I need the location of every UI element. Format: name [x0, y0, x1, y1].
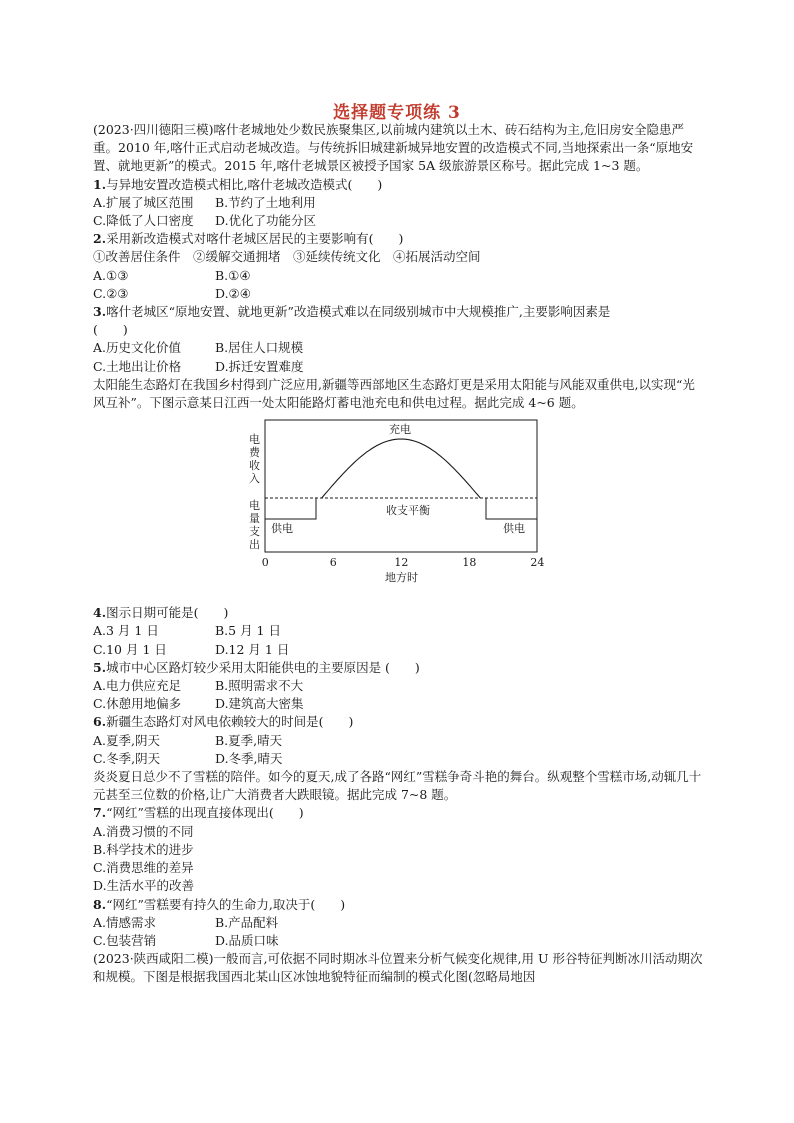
x-axis-label: 地方时 — [385, 571, 418, 585]
option-b[interactable]: B.节约了土地利用 — [215, 194, 316, 210]
option-b[interactable]: B.照明需求不大 — [215, 678, 304, 694]
passage-4: (2023·陕西咸阳二模)一般而言,可依据不同时期冰斗位置来分析气候变化规律,用 U 形谷特征判断冰川活动期次和规模。下图是根据我国西北某山区冰蚀地貌特征而编制的模式化图(忽略局地因 — [93, 951, 703, 985]
supply-left-step — [265, 498, 316, 519]
option-d[interactable]: D.优化了功能分区 — [215, 213, 317, 229]
option-d[interactable]: D.品质口味 — [215, 932, 279, 948]
page-title: 选择题专项练 3 — [333, 103, 461, 123]
charge-curve — [322, 439, 481, 498]
y-upper-label-4: 入 — [249, 472, 260, 486]
passage-1: (2023·四川德阳三模)喀什老城地处少数民族聚集区,以前城内建筑以土木、砖石结构为主,危旧房安全隐患严重。2010 年,喀什正式启动老城改造。与传统拆旧城建新城异地安置的改造模式不同,当地探索出一条“原地安置、就地更新”的模式。2015 年,喀什老城景区被授予国家 5A 级旅游景区称号。据此完成 1~3 题。 — [93, 122, 694, 174]
options-row — [93, 914, 703, 932]
y-lower-label-1: 电 — [249, 499, 260, 513]
solar-charge-chart — [93, 415, 703, 601]
question-stem-continued: ( ) — [93, 322, 128, 338]
option-a[interactable]: A.扩展了城区范围 — [93, 194, 194, 210]
question-number: 5. — [93, 659, 107, 675]
option-d[interactable]: D.生活水平的改善 — [93, 878, 195, 894]
question-stem: 图示日期可能是( ) — [106, 605, 229, 621]
y-lower-label-4: 出 — [249, 538, 260, 552]
chart-svg — [243, 415, 543, 601]
passage-2: 太阳能生态路灯在我国乡村得到广泛应用,新疆等西部地区生态路灯更是采用太阳能与风能双重供电,以实现“光风互补”。下图示意某日江西一处太阳能路灯蓄电池充电和供电过程。据此完成 4~6 题。 — [93, 376, 695, 411]
options-row — [93, 194, 703, 212]
question-4 — [93, 604, 703, 622]
options-row — [93, 732, 703, 750]
option-d[interactable]: D.②④ — [215, 285, 251, 301]
option-b[interactable]: B.5 月 1 日 — [215, 623, 281, 639]
question-stem: 城市中心区路灯较少采用太阳能供电的主要原因是 ( ) — [106, 659, 420, 675]
plot-frame — [265, 420, 537, 552]
options-row — [93, 285, 703, 303]
y-upper-label-3: 收 — [249, 459, 260, 473]
option-c[interactable]: C.土地出让价格 — [93, 358, 182, 374]
x-tick-label: 6 — [329, 556, 337, 570]
option-a[interactable]: A.历史文化价值 — [93, 340, 182, 356]
option-c[interactable]: C.冬季,阴天 — [93, 750, 161, 766]
question-1 — [93, 176, 703, 194]
option-d[interactable]: D.建筑高大密集 — [215, 696, 304, 712]
x-tick-label: 12 — [394, 556, 409, 570]
label-charge: 充电 — [389, 423, 411, 437]
option-b[interactable]: B.科学技术的进步 — [93, 841, 194, 857]
question-content — [93, 121, 703, 987]
option-a[interactable]: A.3 月 1 日 — [93, 623, 159, 639]
x-tick-label: 0 — [261, 556, 269, 570]
question-6 — [93, 713, 703, 731]
question-number: 7. — [93, 805, 107, 821]
options-row — [93, 932, 703, 950]
question-stem: 喀什老城区“原地安置、就地更新”改造模式难以在同级别城市中大规模推广,主要影响因素是 — [106, 304, 611, 320]
question-number: 8. — [93, 896, 107, 912]
label-balance: 收支平衡 — [386, 504, 430, 518]
option-d[interactable]: D.12 月 1 日 — [215, 641, 290, 657]
option-c[interactable]: C.降低了人口密度 — [93, 213, 194, 229]
question-8 — [93, 896, 703, 914]
option-a[interactable]: A.电力供应充足 — [93, 678, 182, 694]
y-lower-label-2: 量 — [249, 512, 260, 526]
options-row — [93, 641, 703, 659]
option-a[interactable]: A.情感需求 — [93, 914, 157, 930]
option-c[interactable]: C.②③ — [93, 285, 129, 301]
question-3 — [93, 303, 703, 321]
option-b[interactable]: B.①④ — [215, 267, 251, 283]
option-c[interactable]: C.休憩用地偏多 — [93, 696, 182, 712]
question-number: 6. — [93, 714, 107, 730]
options-row — [93, 622, 703, 640]
options-row — [93, 212, 703, 230]
question-number: 1. — [93, 176, 107, 192]
question-items: ①改善居住条件 ②缓解交通拥堵 ③延续传统文化 ④拓展活动空间 — [93, 249, 481, 265]
option-c[interactable]: C.10 月 1 日 — [93, 641, 167, 657]
question-number: 4. — [93, 605, 107, 621]
option-c[interactable]: C.消费思维的差异 — [93, 860, 194, 876]
question-number: 3. — [93, 304, 107, 320]
question-stem: 新疆生态路灯对风电依赖较大的时间是( ) — [106, 714, 354, 730]
y-upper-label-1: 电 — [249, 433, 260, 447]
option-b[interactable]: B.产品配料 — [215, 914, 279, 930]
question-5 — [93, 659, 703, 677]
option-a[interactable]: A.消费习惯的不同 — [93, 823, 194, 839]
options-row — [93, 695, 703, 713]
question-2 — [93, 230, 703, 248]
options-row — [93, 358, 703, 376]
question-stem: “网红”雪糕的出现直接体现出( ) — [106, 805, 304, 821]
x-tick-label: 18 — [462, 556, 477, 570]
options-row — [93, 267, 703, 285]
option-c[interactable]: C.包装营销 — [93, 932, 157, 948]
option-a[interactable]: A.夏季,阴天 — [93, 732, 160, 748]
supply-right-step — [486, 498, 537, 519]
option-d[interactable]: D.冬季,晴天 — [215, 750, 283, 766]
options-row — [93, 339, 703, 357]
question-7 — [93, 804, 703, 822]
option-a[interactable]: A.①③ — [93, 267, 129, 283]
x-tick-label: 24 — [530, 556, 545, 570]
options-row — [93, 677, 703, 695]
option-b[interactable]: B.夏季,晴天 — [215, 732, 283, 748]
y-lower-label-3: 支 — [249, 525, 260, 539]
options-row — [93, 750, 703, 768]
option-d[interactable]: D.拆迁安置难度 — [215, 358, 304, 374]
question-stem: 采用新改造模式对喀什老城区居民的主要影响有( ) — [106, 231, 404, 247]
passage-3: 炎炎夏日总少不了雪糕的陪伴。如今的夏天,成了各路“网红”雪糕争奇斗艳的舞台。纵观整个雪糕市场,动辄几十元甚至三位数的价格,让广大消费者大跌眼镜。据此完成 7~8 题。 — [93, 769, 702, 803]
question-stem: “网红”雪糕要有持久的生命力,取决于( ) — [106, 896, 346, 912]
label-supply-right: 供电 — [503, 522, 525, 536]
label-supply-left: 供电 — [271, 522, 293, 536]
x-tick-labels — [262, 556, 545, 569]
question-number: 2. — [93, 231, 107, 247]
y-upper-label-2: 费 — [249, 446, 260, 460]
option-b[interactable]: B.居住人口规模 — [215, 340, 304, 356]
question-stem: 与异地安置改造模式相比,喀什老城改造模式( ) — [106, 176, 383, 192]
